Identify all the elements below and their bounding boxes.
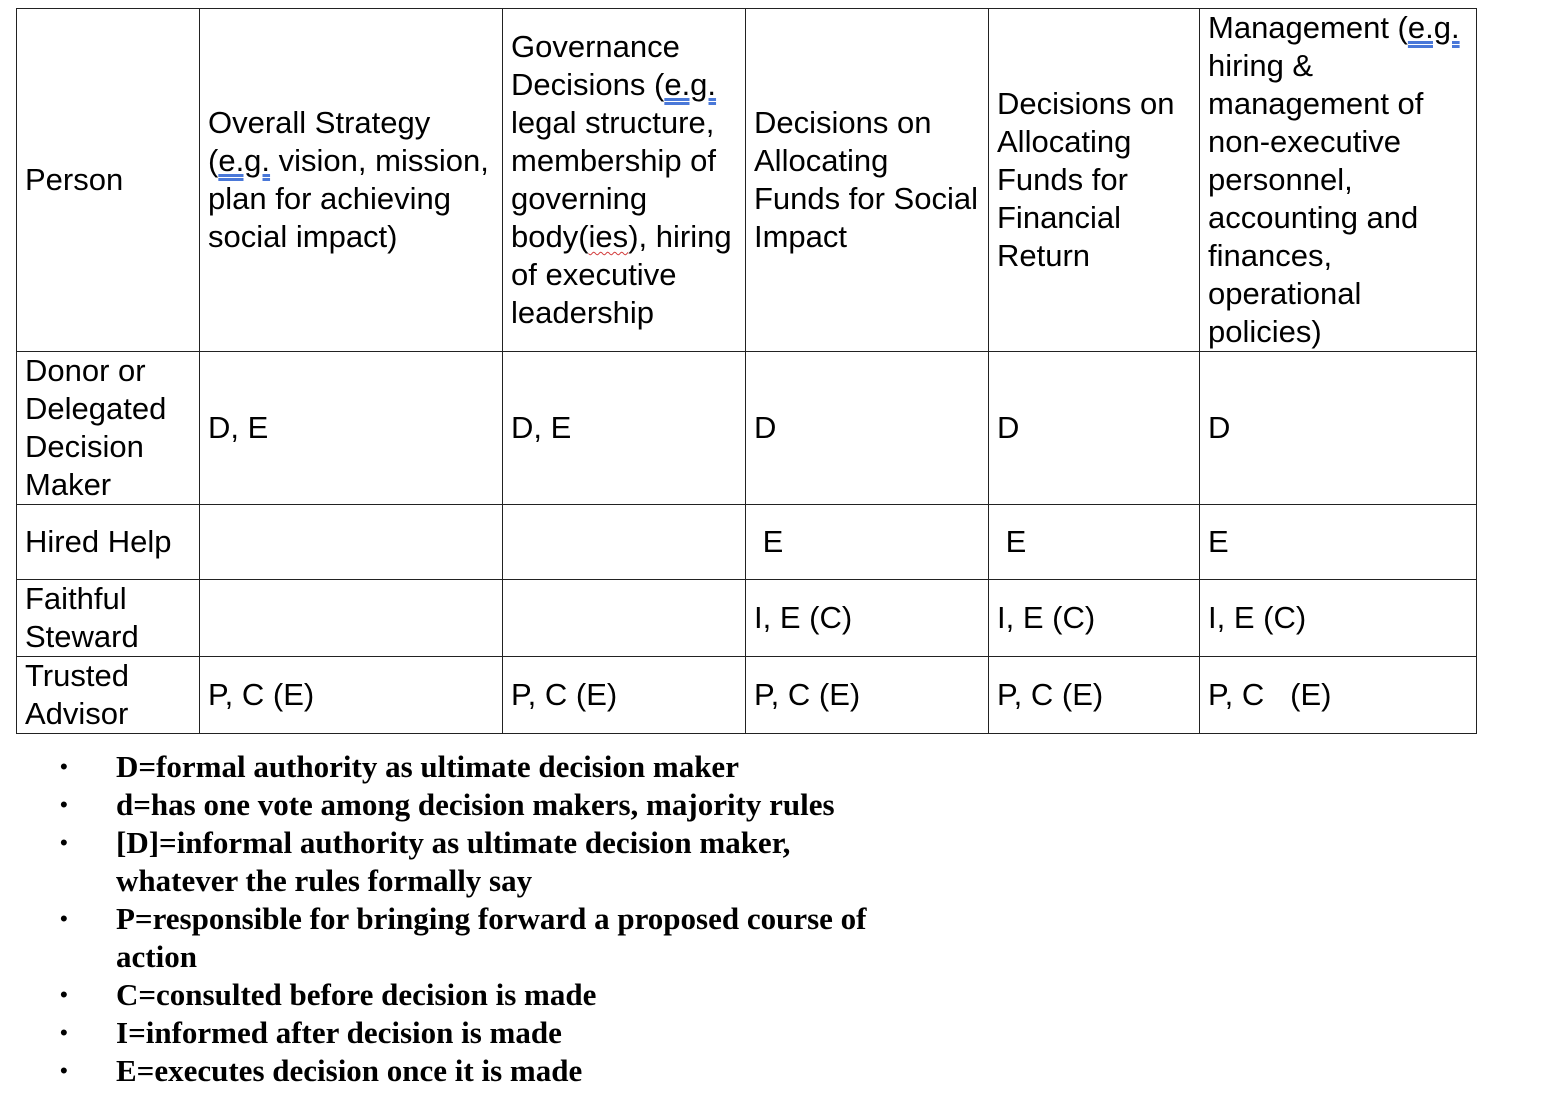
person-cell: Trusted Advisor <box>17 657 200 734</box>
table-cell: D, E <box>200 352 503 505</box>
person-cell: Donor or Delegated Decision Maker <box>17 352 200 505</box>
bullet-icon: • <box>60 830 68 855</box>
header-management-text-pre: Management ( <box>1208 10 1408 45</box>
bullet-icon: • <box>60 792 68 817</box>
header-governance-text-mid: legal structure, membership of governing body( <box>511 105 717 254</box>
bullet-icon: • <box>60 1058 68 1083</box>
legend-text: d=has one vote among decision makers, majority rules <box>116 787 835 822</box>
header-governance-text-pre: Governance Decisions ( <box>511 29 680 102</box>
header-overall-strategy <box>200 9 503 352</box>
legend-item <box>60 824 900 900</box>
table-cell: I, E (C) <box>746 580 989 657</box>
table-cell: P, C (E) <box>1200 657 1477 734</box>
legend-item <box>60 748 900 786</box>
header-governance-ies: ies <box>588 219 629 254</box>
legend-text: P=responsible for bringing forward a proposed course of action <box>116 901 867 974</box>
table-row <box>17 580 1477 657</box>
header-social-impact: Decisions on Allocating Funds for Social Impact <box>746 9 989 352</box>
legend-text: C=consulted before decision is made <box>116 977 597 1012</box>
person-cell: Faithful Steward <box>17 580 200 657</box>
header-strategy-text-post: vision, mission, plan for achieving social impact) <box>208 143 489 254</box>
header-management <box>1200 9 1477 352</box>
legend-list <box>60 748 900 1090</box>
table-cell <box>200 580 503 657</box>
legend-item <box>60 900 900 976</box>
header-strategy-text-pre: Overall Strategy ( <box>208 105 431 178</box>
table-header-row <box>17 9 1477 352</box>
bullet-icon: • <box>60 1020 68 1045</box>
table-cell: P, C (E) <box>746 657 989 734</box>
table-cell <box>503 505 746 580</box>
table-cell: D <box>746 352 989 505</box>
table-cell: P, C (E) <box>200 657 503 734</box>
header-management-text-post: hiring & management of non-executive personnel, accounting and finances, operational policies) <box>1208 48 1424 349</box>
table-cell: D, E <box>503 352 746 505</box>
table-cell <box>503 580 746 657</box>
table-cell: D <box>1200 352 1477 505</box>
legend-item <box>60 1014 900 1052</box>
header-governance-decisions <box>503 9 746 352</box>
header-strategy-eg: e.g. <box>218 143 271 178</box>
table-cell: E <box>989 505 1200 580</box>
table-cell: P, C (E) <box>989 657 1200 734</box>
table-row <box>17 352 1477 505</box>
legend-text: E=executes decision once it is made <box>116 1053 583 1088</box>
table-cell: D <box>989 352 1200 505</box>
legend-text: I=informed after decision is made <box>116 1015 562 1050</box>
table-cell: E <box>746 505 989 580</box>
legend-item <box>60 786 900 824</box>
table-cell: P, C (E) <box>503 657 746 734</box>
table-row <box>17 505 1477 580</box>
table-cell: I, E (C) <box>989 580 1200 657</box>
table-cell <box>200 505 503 580</box>
legend-item <box>60 1052 900 1090</box>
table-cell: E <box>1200 505 1477 580</box>
header-governance-text-post: ), hiring of executive leadership <box>511 219 732 330</box>
header-management-eg: e.g. <box>1407 10 1460 45</box>
decision-roles-table <box>16 8 1477 734</box>
person-cell: Hired Help <box>17 505 200 580</box>
legend-text: D=formal authority as ultimate decision maker <box>116 749 739 784</box>
table-row <box>17 657 1477 734</box>
header-person: Person <box>17 9 200 352</box>
header-governance-eg: e.g. <box>664 67 717 102</box>
legend-text: [D]=informal authority as ultimate decision maker, whatever the rules formally say <box>116 825 791 898</box>
bullet-icon: • <box>60 754 68 779</box>
bullet-icon: • <box>60 906 68 931</box>
bullet-icon: • <box>60 982 68 1007</box>
legend-item <box>60 976 900 1014</box>
header-financial-return: Decisions on Allocating Funds for Financial Return <box>989 9 1200 352</box>
table-cell: I, E (C) <box>1200 580 1477 657</box>
